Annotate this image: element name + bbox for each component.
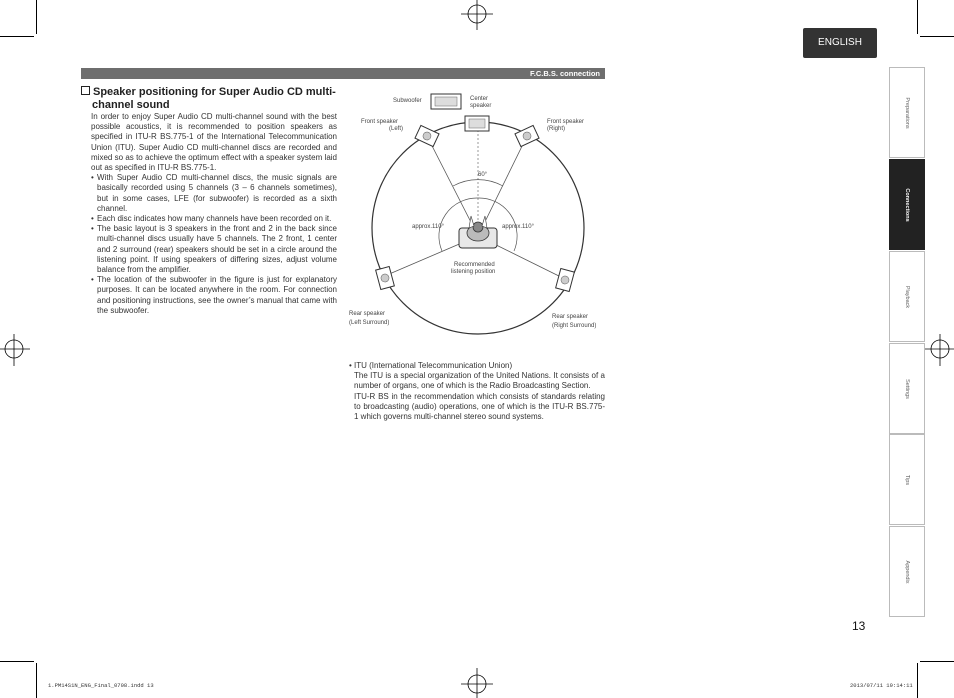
listener-icon [459,216,497,248]
checkbox-square-icon [81,86,90,95]
front-right-label-1: Front speaker [547,119,585,125]
crop-mark [0,661,34,662]
list-item: • With Super Audio CD multi-channel discs, the music signals are basically recorded using 5 channels (3 – 6 channels sometimes), but in some cases, LFE (for subwoofer) is recorded as a sixth channel. [91,173,337,214]
itu-note [349,361,605,422]
tab-settings[interactable]: Settings [889,343,925,434]
registration-mark [455,0,499,34]
tab-tips[interactable]: Tips [889,434,925,525]
rear-left-label-1: Rear speaker [349,311,386,317]
front-right-label-2: (Right) [547,126,566,132]
crop-mark [0,36,34,37]
crop-mark [36,663,37,698]
footer-filename: 1.PM14S1N_ENG_Final_0708.indd 13 [48,682,154,689]
listening-position-label-1: Recommended [454,262,495,268]
section-heading [81,86,341,112]
tab-connections[interactable]: Connections [889,159,925,250]
heading-line-1: Speaker positioning for Super Audio CD multi- [93,86,336,98]
body-text [91,112,337,316]
itu-note-title: • ITU (International Telecommunication Union) [349,361,605,371]
crop-mark [920,661,954,662]
front-left-speaker-icon [415,125,439,146]
angle-left-label: approx.110° [412,224,444,230]
crop-mark [917,0,918,34]
language-badge: ENGLISH [803,28,877,58]
crop-mark [917,663,918,698]
list-item: • The location of the subwoofer in the figure is just for explanatory purposes. It can be located anywhere in the room. For connection and positioning instructions, see the owner’s manual that came with the subwoofer. [91,275,337,316]
center-speaker-label-1: Center [470,96,489,102]
rear-right-label-1: Rear speaker [552,314,589,320]
rear-right-speaker-icon [556,269,575,292]
front-left-label-1: Front speaker [361,119,399,125]
registration-mark [455,666,499,698]
section-header-bar: F.C.B.S. connection [81,68,605,79]
subwoofer-label: Subwoofer [393,98,422,104]
registration-mark [922,330,954,370]
front-right-speaker-icon [515,125,539,146]
itu-note-paragraph-2: ITU-R BS in the recommendation which consists of standards relating to broadcasting (audio) operations, one of which is the ITU-R BS.775-1 which governs multi-channel stereo sound systems. [354,391,605,422]
angle-right-label: approx.110° [502,224,534,230]
crop-mark [920,36,954,37]
crop-mark [36,0,37,34]
rear-left-speaker-icon [376,267,395,290]
speaker-layout-diagram [345,88,607,338]
side-tabs [889,67,925,617]
bullet-list [91,173,337,316]
tab-preparations[interactable]: Preparations [889,67,925,158]
front-left-label-2: (Left) [389,126,404,132]
tab-appendix[interactable]: Appendix [889,526,925,617]
center-speaker-label-2: speaker [470,103,492,109]
listening-position-label-2: listening position [451,269,496,275]
registration-mark [0,330,32,370]
angle-60-label: 60° [478,172,488,178]
tab-playback[interactable]: Playback [889,251,925,342]
rear-left-label-2: (Left Surround) [349,320,390,326]
intro-paragraph: In order to enjoy Super Audio CD multi-channel sound with the best possible acoustics, it is recommended to position speakers as specified in ITU-R BS.775-1 of the International Telecommunication Union (ITU). Super Audio CD multi-channel discs are recorded and mixed so as to achieve the optimum effect with a speaker system laid out as specified in ITU-R BS.775-1. [91,112,337,173]
heading-line-2: channel sound [92,99,170,111]
page-number: 13 [852,619,866,633]
list-item: • Each disc indicates how many channels have been recorded on it. [91,214,337,224]
list-item: • The basic layout is 3 speakers in the front and 2 in the back since multi-channel discs usually have 5 channels. The 2 front, 1 center and 2 surround (rear) speakers should be set in a circle around the listening point. If using speakers of differing sizes, adjust volume balance from the amplifier. [91,224,337,275]
footer-timestamp: 2013/07/11 19:14:11 [850,682,913,689]
rear-right-label-2: (Right Surround) [552,323,597,329]
itu-note-paragraph-1: The ITU is a special organization of the United Nations. It consists of a number of organs, one of which is the Radio Broadcasting Section. [354,371,605,391]
